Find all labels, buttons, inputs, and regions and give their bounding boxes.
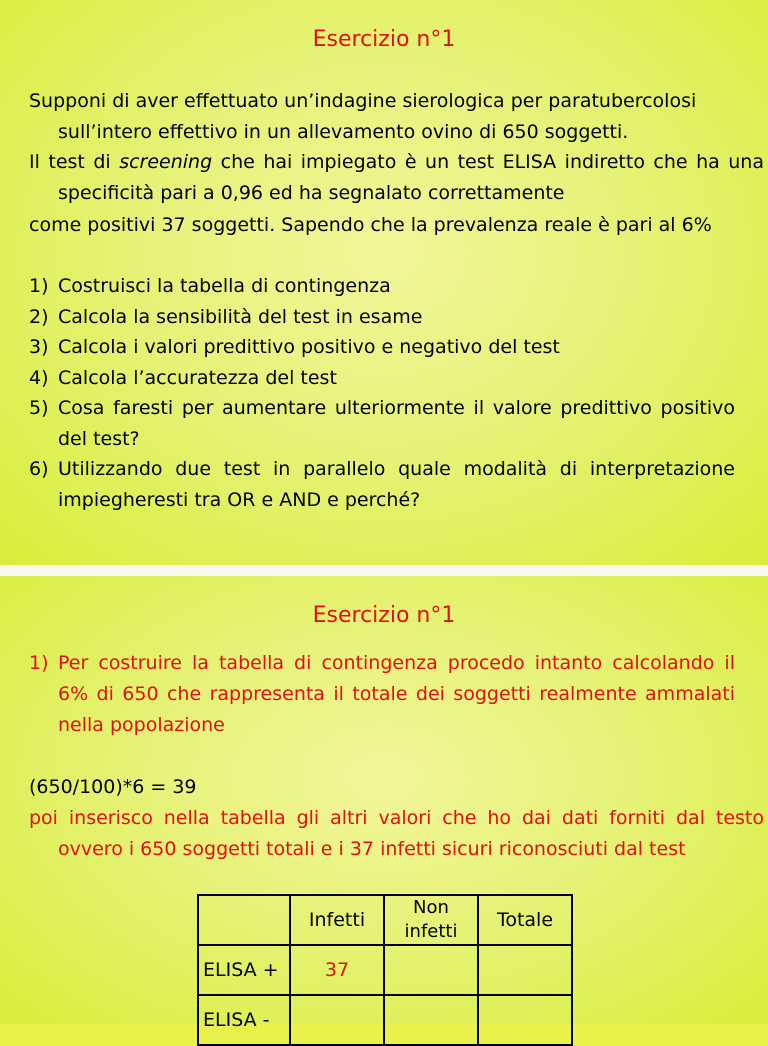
intro-p2-post: che hai impiegato è un test ELISA indiretto che ha una specificità pari a 0,96 ed ha segnalato correttamente <box>58 151 764 204</box>
slide-separator <box>0 565 768 576</box>
intro-paragraph-2 <box>29 147 764 209</box>
table-cell: 37 <box>290 945 384 995</box>
list-item: 1) Costruisci la tabella di contingenza <box>29 275 391 297</box>
question-list <box>29 271 735 515</box>
table-header-row <box>198 895 572 945</box>
table-cell <box>384 995 478 1045</box>
table-cell <box>478 945 572 995</box>
list-item: 2) Calcola la sensibilità del test in esame <box>29 305 423 328</box>
table-header-cell: Infetti <box>290 895 384 945</box>
row-label: ELISA + <box>198 945 290 995</box>
intro-p2-italic: screening <box>119 151 213 173</box>
list-item: 3) Calcola i valori predittivo positivo e negativo del test <box>29 336 560 358</box>
slide-1-title: Esercizio n°1 <box>312 27 456 52</box>
list-item: 6) Utilizzando due test in parallelo quale modalità di interpretazione impiegheresti tra OR e AND e perché? <box>29 458 735 511</box>
intro-paragraph-3: come positivi 37 soggetti. Sapendo che la prevalenza reale è pari al 6% <box>29 214 712 236</box>
formula: (650/100)*6 = 39 <box>29 776 197 798</box>
answer-list <box>29 648 735 741</box>
slide-2 <box>0 576 768 1031</box>
intro-line-1: Supponi di aver effettuato un’indagine sierologica per paratubercolosi <box>29 90 697 112</box>
intro-paragraph-1 <box>29 86 764 148</box>
list-item: 4) Calcola l’accuratezza del test <box>29 366 337 389</box>
row-label: ELISA - <box>198 995 290 1045</box>
list-item: 1) Per costruire la tabella di contingenza procedo intanto calcolando il 6% di 650 che rappresenta il totale dei soggetti realmente ammalati nella popolazione <box>29 652 735 736</box>
answer-paragraph: poi inserisco nella tabella gli altri valori che ho dai dati forniti dal testo ovvero i 650 soggetti totali e i 37 infetti sicuri riconosciuti dal test <box>29 807 764 860</box>
table-cell <box>384 945 478 995</box>
intro-line-2: sull’intero effettivo in un allevamento ovino di 650 soggetti. <box>58 121 629 143</box>
slide-2-title: Esercizio n°1 <box>312 603 456 628</box>
table-header-cell: Non infetti <box>384 895 478 945</box>
table-cell <box>290 995 384 1045</box>
list-item: 5) Cosa faresti per aumentare ulteriormente il valore predittivo positivo del test? <box>29 397 735 450</box>
table-row <box>198 995 572 1045</box>
table-header-cell <box>198 895 290 945</box>
intro-p2-pre: Il test di <box>29 151 120 173</box>
table-cell <box>478 995 572 1045</box>
table-row <box>198 945 572 995</box>
contingency-table <box>197 894 573 1046</box>
table-header-cell: Totale <box>478 895 572 945</box>
